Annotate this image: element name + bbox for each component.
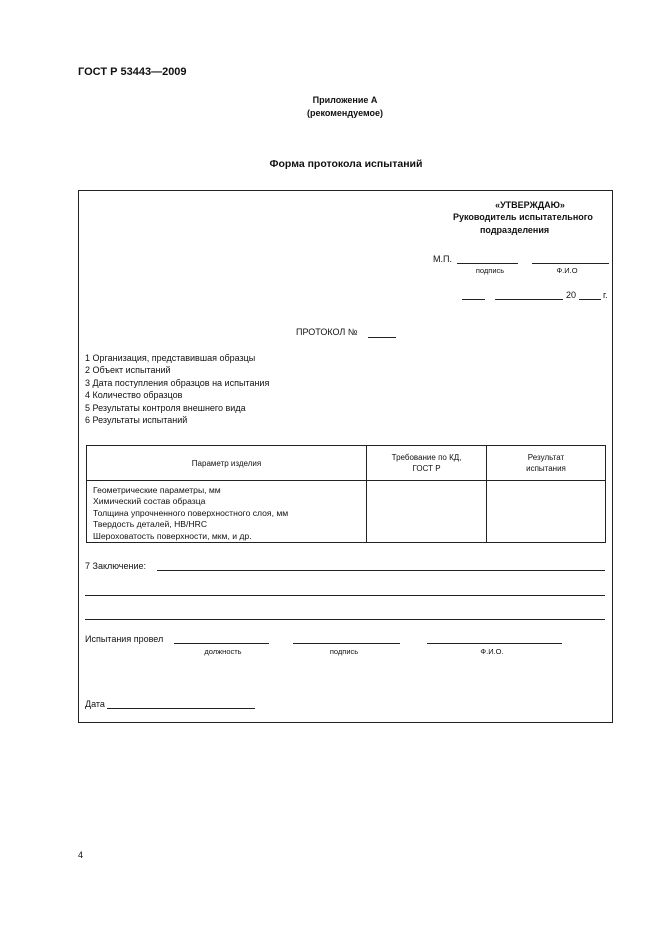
day-line bbox=[462, 299, 485, 300]
date-line bbox=[107, 708, 255, 709]
list-item: 5 Результаты контроля внешнего вида bbox=[85, 402, 246, 413]
form-title: Форма протокола испытаний bbox=[269, 158, 423, 170]
table-header-row bbox=[87, 446, 606, 481]
conclusion-line-2 bbox=[85, 595, 605, 596]
name-caption: Ф.И.О bbox=[556, 266, 578, 275]
list-item: 2 Объект испытаний bbox=[85, 365, 171, 376]
appendix-title: Приложение А bbox=[312, 95, 378, 105]
name-line bbox=[532, 263, 609, 264]
list-item: 1 Организация, представившая образцы bbox=[85, 353, 256, 363]
position-caption: должность bbox=[204, 647, 242, 656]
tester-signature-line bbox=[293, 643, 400, 644]
column-header-requirement: Требование по КД, ГОСТ Р bbox=[367, 446, 487, 481]
position-line bbox=[174, 643, 269, 644]
column-header-parameter: Параметр изделия bbox=[87, 446, 367, 481]
list-item: 3 Дата поступления образцов на испытания bbox=[85, 377, 270, 388]
parameters-cell bbox=[87, 481, 367, 543]
column-header-result: Результат испытания bbox=[487, 446, 606, 481]
conclusion-line-3 bbox=[85, 619, 605, 620]
protocol-number-line bbox=[368, 337, 396, 338]
mp-label: М.П. bbox=[433, 254, 452, 264]
tester-signature-caption: подпись bbox=[329, 647, 359, 656]
standard-number: ГОСТ Р 53443—2009 bbox=[78, 66, 187, 78]
approval-line1: Руководитель испытательного bbox=[453, 212, 593, 222]
table-row bbox=[87, 481, 606, 543]
tester-name-line bbox=[427, 643, 562, 644]
list-item: 6 Результаты испытаний bbox=[85, 415, 188, 426]
parameter-item: Шероховатость поверхности, мкм, и др. bbox=[93, 530, 252, 541]
tester-name-caption: Ф.И.О. bbox=[480, 647, 504, 656]
protocol-label: ПРОТОКОЛ № bbox=[296, 327, 358, 337]
parameter-item: Толщина упрочненного поверхностного слоя, мм bbox=[93, 507, 289, 518]
conclusion-label: 7 Заключение: bbox=[85, 561, 146, 571]
date-label: Дата bbox=[85, 699, 105, 709]
conclusion-line bbox=[157, 570, 605, 571]
approval-stamp: «УТВЕРЖДАЮ» bbox=[495, 200, 565, 210]
parameter-item: Химический состав образца bbox=[93, 496, 206, 507]
year-prefix: 20 bbox=[566, 290, 577, 300]
tester-label: Испытания провел bbox=[85, 634, 164, 644]
signature-caption: подпись bbox=[475, 266, 505, 275]
signature-line bbox=[457, 263, 518, 264]
appendix-note: (рекомендуемое) bbox=[307, 108, 383, 118]
month-line bbox=[495, 299, 563, 300]
year-suffix: г. bbox=[603, 290, 608, 300]
protocol-items bbox=[85, 352, 269, 426]
page-number: 4 bbox=[78, 850, 84, 860]
parameter-item: Геометрические параметры, мм bbox=[93, 485, 221, 495]
requirement-cell bbox=[367, 481, 487, 543]
parameters-table bbox=[86, 445, 606, 543]
result-cell bbox=[487, 481, 606, 543]
approval-line2: подразделения bbox=[480, 225, 550, 235]
year-line bbox=[579, 299, 601, 300]
list-item: 4 Количество образцов bbox=[85, 390, 183, 401]
parameter-item: Твердость деталей, HB/HRC bbox=[93, 519, 208, 530]
